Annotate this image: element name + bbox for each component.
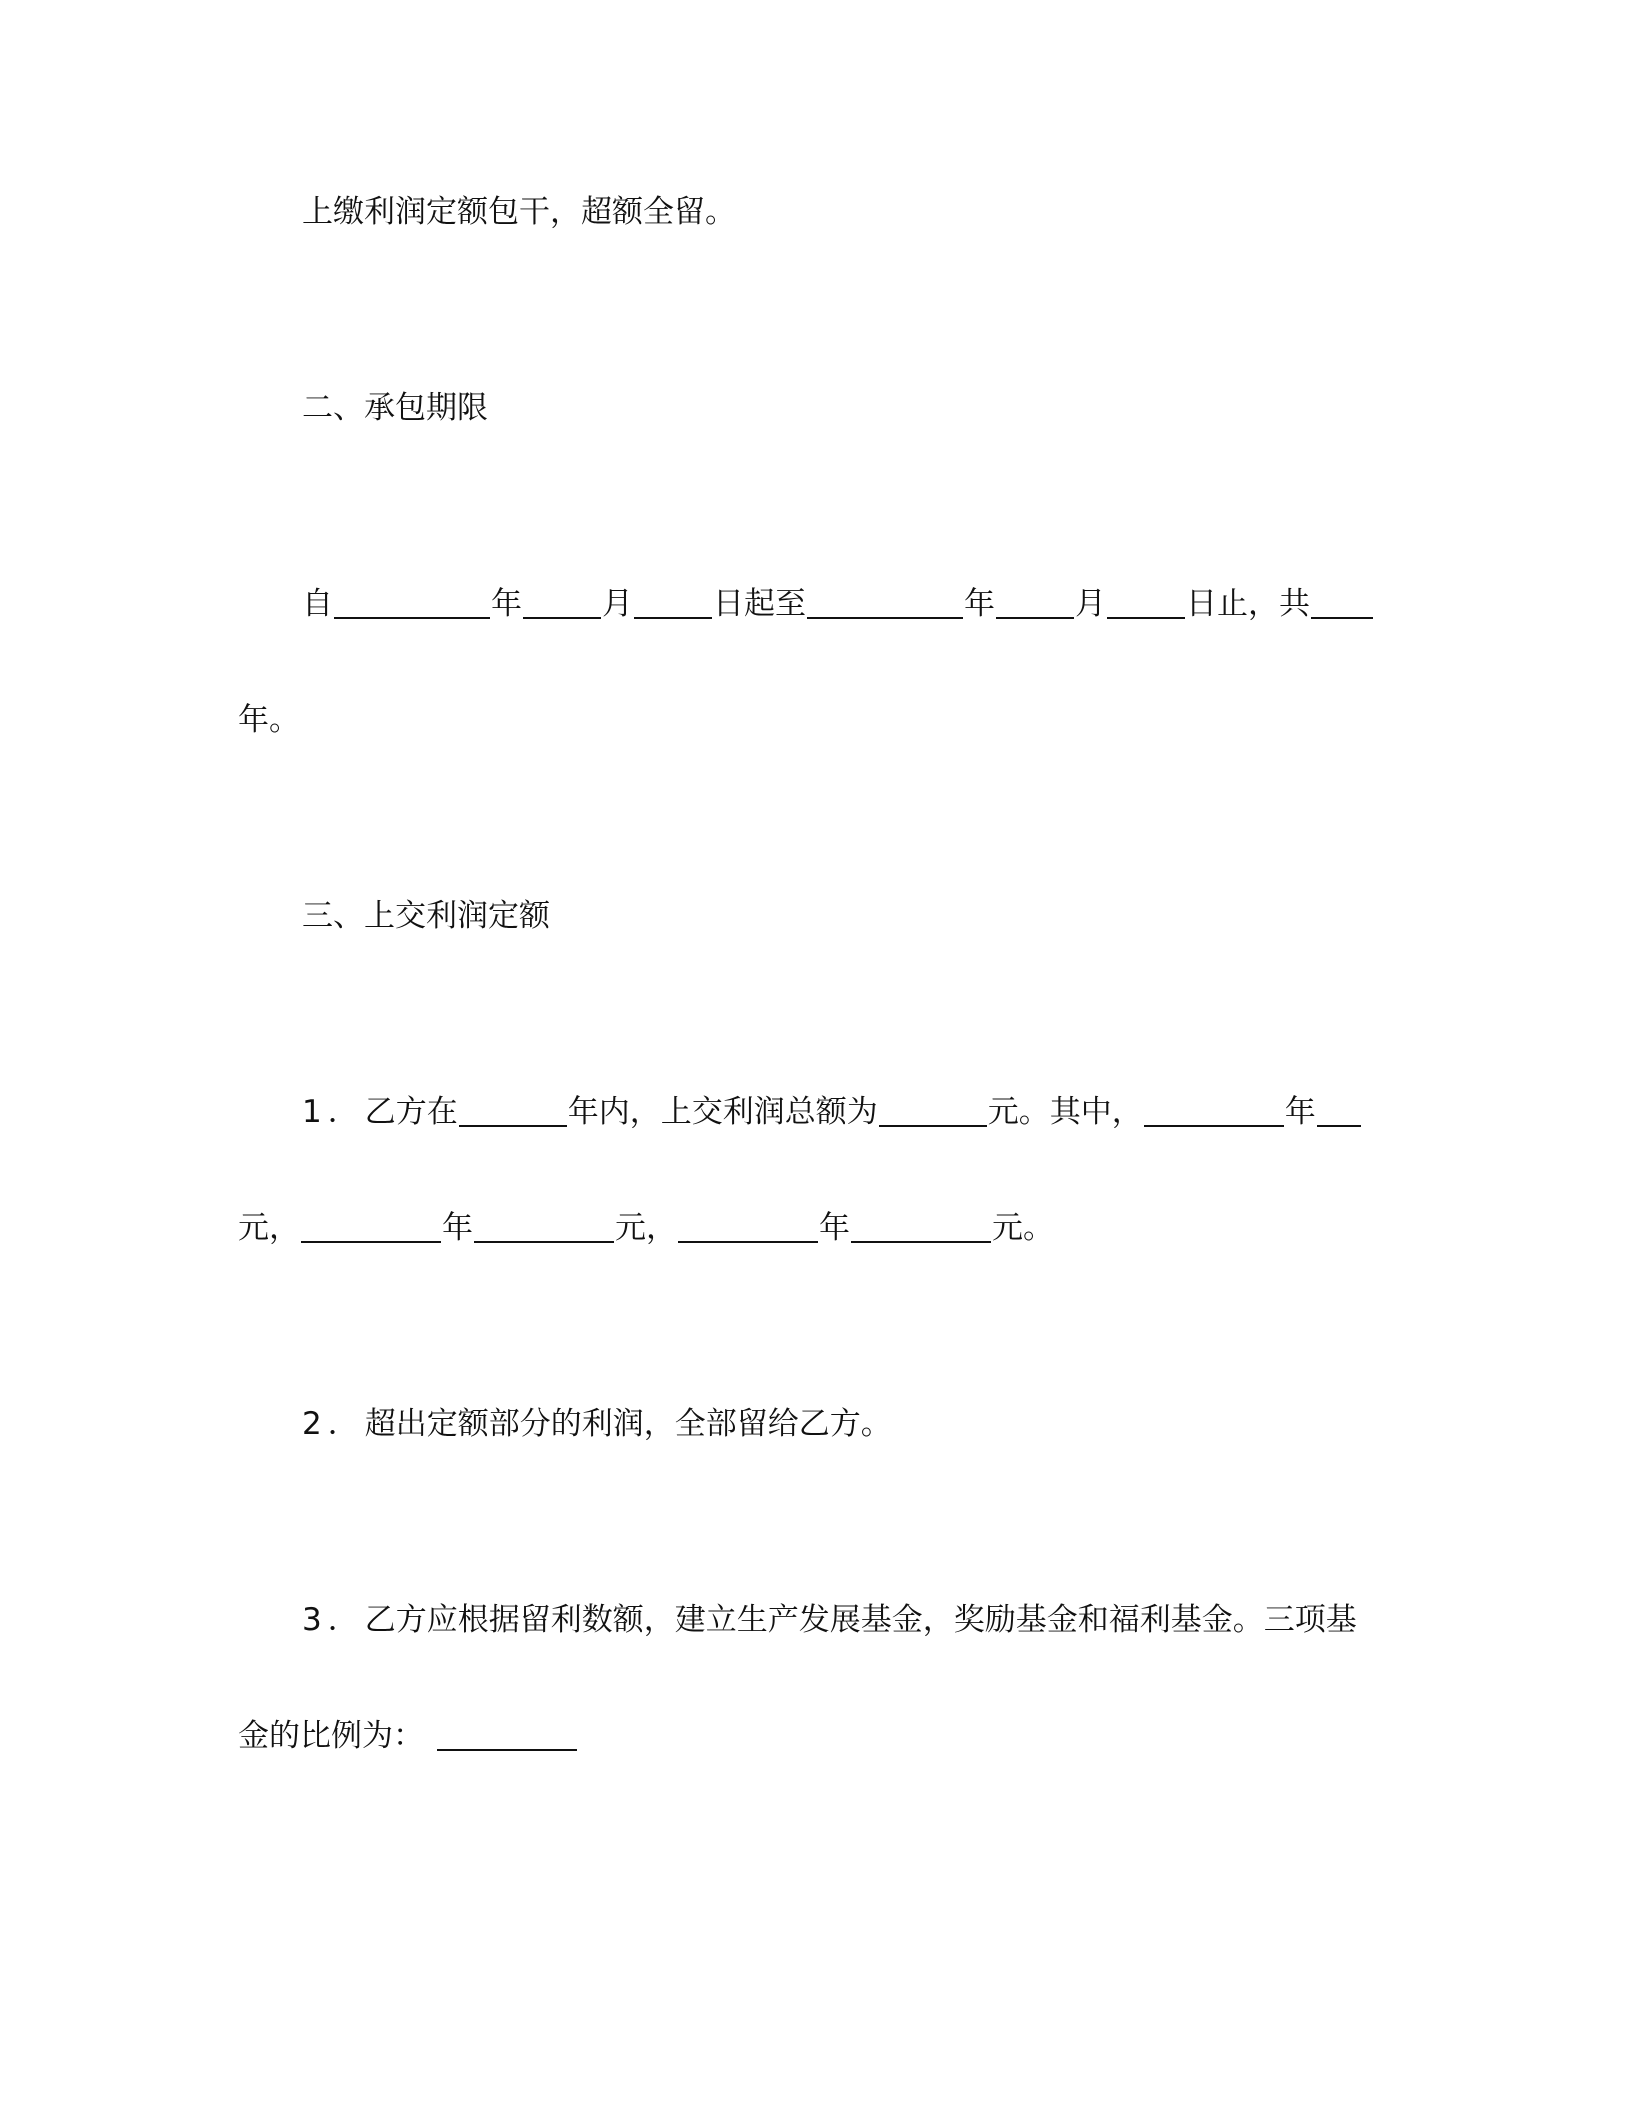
heading-text: 三、上交利润定额 xyxy=(302,898,550,934)
clause-number: 2． xyxy=(302,1406,365,1442)
heading-profit-quota xyxy=(302,896,550,936)
text-year: 年 xyxy=(491,586,522,622)
text-day-end-total: 日止，共 xyxy=(1186,586,1310,622)
paragraph-term-continuation xyxy=(238,700,300,740)
blank-start-day[interactable] xyxy=(634,587,712,619)
blank-fund-ratio[interactable] xyxy=(437,1719,577,1751)
clause-text: 金的比例为： xyxy=(238,1718,424,1754)
clause-text: 年 xyxy=(819,1210,850,1246)
clause-text: 年 xyxy=(1284,1094,1316,1130)
clause-text: 年内，上交利润总额为 xyxy=(567,1094,878,1130)
blank-year-3[interactable] xyxy=(678,1211,818,1243)
clause-text: 元， xyxy=(615,1210,677,1246)
blank-end-day[interactable] xyxy=(1107,587,1185,619)
paragraph-term-dates xyxy=(302,584,1374,624)
heading-contract-term xyxy=(302,388,488,428)
clause-3-continuation xyxy=(238,1716,578,1756)
clause-text: 年 xyxy=(442,1210,473,1246)
clause-text: 元。 xyxy=(992,1210,1054,1246)
clause-text: 乙方在 xyxy=(364,1094,458,1130)
paragraph-profit-contract xyxy=(302,192,736,232)
text-year: 年 xyxy=(964,586,995,622)
clause-text: 乙方应根据留利数额，建立生产发展基金，奖励基金和福利基金。三项基 xyxy=(364,1602,1357,1638)
blank-total-years[interactable] xyxy=(1311,587,1373,619)
blank-start-month[interactable] xyxy=(523,587,601,619)
blank-end-month[interactable] xyxy=(996,587,1074,619)
text-year-end: 年。 xyxy=(238,702,300,738)
text-month: 月 xyxy=(602,586,633,622)
clause-2 xyxy=(302,1404,892,1444)
clause-text: 超出定额部分的利润，全部留给乙方。 xyxy=(364,1406,892,1442)
clause-number: 3． xyxy=(302,1602,365,1638)
heading-text: 二、承包期限 xyxy=(302,390,488,426)
clause-text: 元。其中， xyxy=(987,1094,1143,1130)
clause-text: 元， xyxy=(238,1210,300,1246)
clause-1 xyxy=(302,1092,1362,1132)
text-day-to: 日起至 xyxy=(713,586,806,622)
paragraph-text: 上缴利润定额包干，超额全留。 xyxy=(302,194,736,230)
blank-year-2[interactable] xyxy=(301,1211,441,1243)
blank-start-year[interactable] xyxy=(334,587,490,619)
clause-number: 1． xyxy=(302,1094,365,1130)
blank-year-1[interactable] xyxy=(1144,1095,1284,1127)
blank-amount-2[interactable] xyxy=(474,1211,614,1243)
text-from: 自 xyxy=(302,586,333,622)
blank-total-amount[interactable] xyxy=(879,1095,987,1127)
blank-amount-1[interactable] xyxy=(1317,1095,1361,1127)
text-month: 月 xyxy=(1075,586,1106,622)
clause-3 xyxy=(302,1600,1357,1640)
blank-years[interactable] xyxy=(459,1095,567,1127)
blank-amount-3[interactable] xyxy=(851,1211,991,1243)
blank-end-year[interactable] xyxy=(807,587,963,619)
clause-1-continuation xyxy=(238,1208,1054,1248)
